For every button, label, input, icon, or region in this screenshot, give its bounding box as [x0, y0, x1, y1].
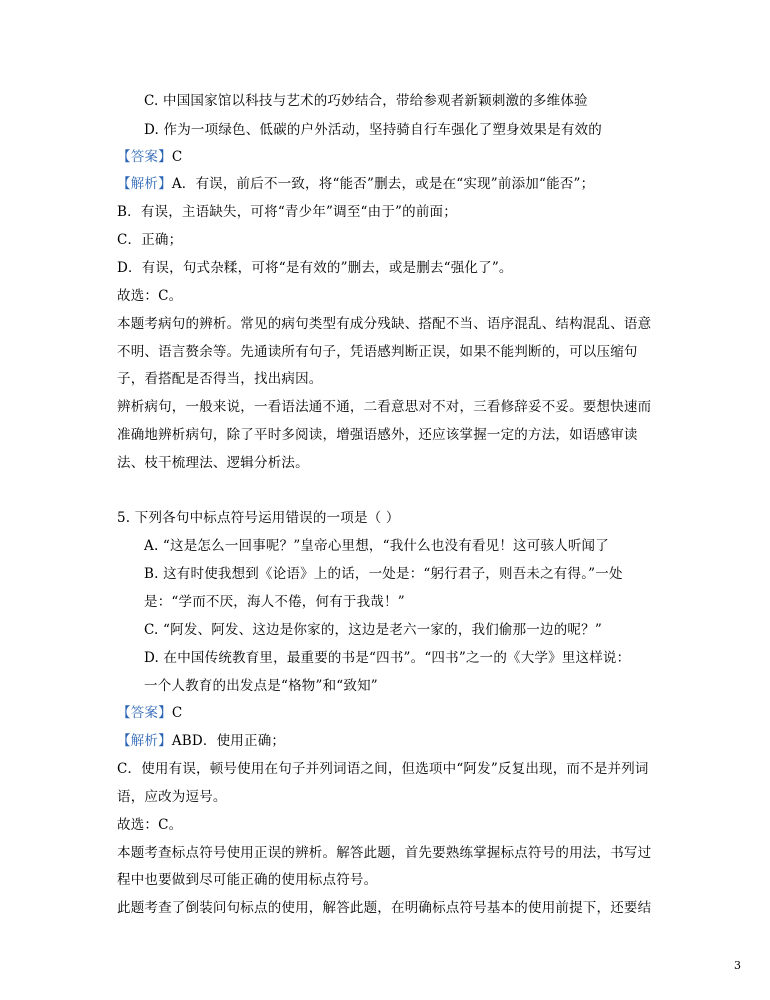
q4-analysis-line-5: 本题考病句的辨析。常见的病句类型有成分残缺、搭配不当、语序混乱、结构混乱、语意	[117, 316, 652, 332]
answer-tag: 【答案】	[117, 705, 172, 721]
q5-option-a: A. “这是怎么一回事呢？”皇帝心里想，“我什么也没有看见！这可骇人听闻了	[144, 538, 609, 554]
q4-analysis-line-3: D．有误，句式杂糅，可将“是有效的”删去，或是删去“强化了”。	[117, 260, 513, 276]
q5-answer	[117, 704, 182, 722]
q5-analysis-line-5: 程中也要做到尽可能正确的使用标点符号。	[117, 872, 378, 888]
analysis-text: ABD．使用正确；	[171, 733, 286, 749]
q5-analysis-line-6: 此题考查了倒装问句标点的使用，解答此题，在明确标点符号基本的使用前提下，还要结	[117, 900, 652, 916]
q5-stem: 5. 下列各句中标点符号运用错误的一项是（ ）	[117, 510, 400, 526]
analysis-text: A．有误，前后不一致，将“能否”删去，或是在“实现”前添加“能否”；	[171, 176, 595, 192]
q5-option-d-line-2: 一个人教育的出发点是“格物”和“致知”	[144, 678, 378, 694]
q4-analysis-line-1: B．有误，主语缺失，可将“青少年”调至“由于”的前面；	[117, 204, 457, 220]
q5-analysis-line-2: 语，应改为逗号。	[117, 789, 227, 805]
q5-analysis-line-1: C．使用有误，顿号使用在句子并列词语之间，但选项中“阿发”反复出现，而不是并列词	[117, 761, 649, 777]
q4-analysis-line-6: 不明、语言赘余等。先通读所有句子，凭语感判断正误，如果不能判断的，可以压缩句	[117, 344, 638, 360]
q5-option-b-line-1: B. 这有时使我想到《论语》上的话，一处是：“躬行君子，则吾未之有得。”一处	[144, 566, 623, 582]
q5-analysis-line-3: 故选：C。	[117, 817, 183, 833]
analysis-tag: 【解析】	[117, 733, 172, 749]
q5-option-c: C. “阿发、阿发、这边是你家的，这边是老六一家的，我们偷那一边的呢？”	[144, 622, 602, 638]
q4-answer	[117, 148, 182, 166]
q4-option-c: C. 中国国家馆以科技与艺术的巧妙结合，带给参观者新颖刺激的多维体验	[144, 93, 588, 109]
q4-analysis-line-8: 辨析病句，一般来说，一看语法通不通，二看意思对不对，三看修辞妥不妥。要想快速而	[117, 399, 652, 415]
q5-analysis-line-0	[117, 732, 285, 750]
q5-analysis-line-4: 本题考查标点符号使用正误的辨析。解答此题，首先要熟练掌握标点符号的用法，书写过	[117, 845, 652, 861]
page-number: 3	[734, 959, 741, 972]
answer-value: C	[171, 705, 183, 721]
q4-analysis-line-7: 子，看搭配是否得当，找出病因。	[117, 371, 323, 387]
analysis-tag: 【解析】	[117, 176, 172, 192]
q4-analysis-line-4: 故选：C。	[117, 288, 183, 304]
answer-tag: 【答案】	[117, 149, 172, 165]
answer-value: C	[171, 149, 183, 165]
q4-analysis-line-2: C．正确；	[117, 232, 183, 248]
q4-analysis-line-10: 法、枝干梳理法、逻辑分析法。	[117, 455, 309, 471]
q5-option-b-line-2: 是：“学而不厌，海人不倦，何有于我哉！”	[144, 594, 405, 610]
q4-analysis-line-0	[117, 175, 594, 193]
q5-option-d-line-1: D. 在中国传统教育里，最重要的书是“四书”。“四书”之一的《大学》里这样说：	[144, 650, 631, 666]
q4-analysis-line-9: 准确地辨析病句，除了平时多阅读，增强语感外，还应该掌握一定的方法，如语感审读	[117, 427, 638, 443]
q4-option-d: D. 作为一项绿色、低碳的户外活动，坚持骑自行车强化了塑身效果是有效的	[144, 122, 602, 138]
